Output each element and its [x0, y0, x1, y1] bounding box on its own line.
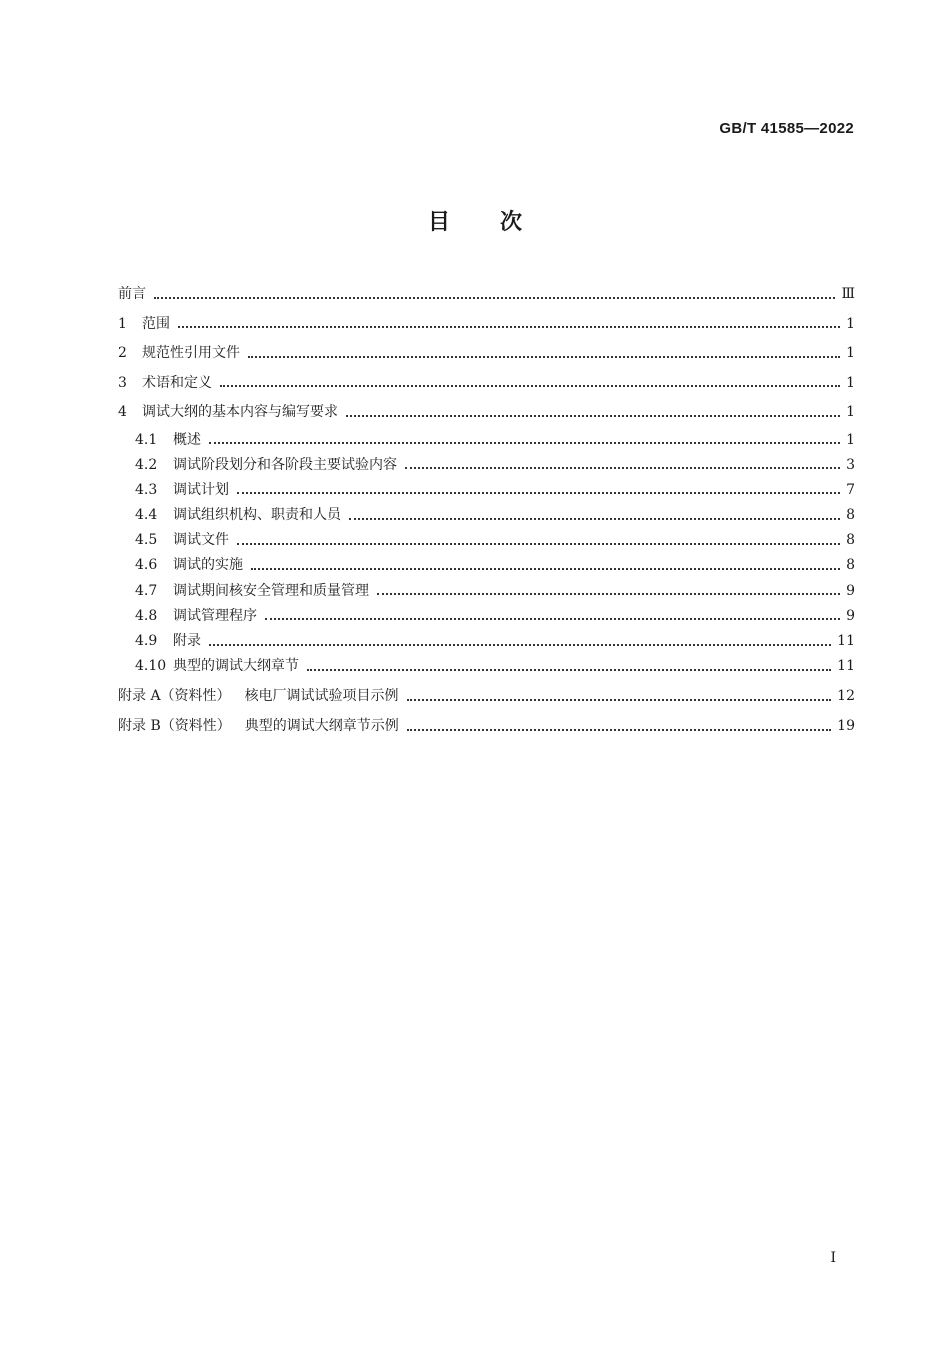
toc-label: 附录 [173, 633, 201, 649]
toc-entry-4-8[interactable] [118, 604, 855, 629]
toc-entry-4[interactable] [118, 398, 855, 428]
toc-entry-1[interactable] [118, 310, 855, 340]
toc-page-number: 1 [846, 345, 855, 361]
toc-label: 调试组织机构、职责和人员 [173, 507, 341, 524]
toc-entry-4-9[interactable] [118, 629, 855, 654]
toc-label: 术语和定义 [142, 374, 212, 391]
toc-leader [209, 635, 831, 649]
toc-label: 调试计划 [173, 481, 229, 498]
toc-leader [307, 660, 831, 674]
toc-section-number: 4.9 [135, 633, 158, 649]
toc-page-number: 11 [837, 658, 855, 675]
toc-entry-4-4[interactable] [118, 503, 855, 528]
toc-section-number: 1 [118, 315, 127, 332]
toc-leader [407, 690, 832, 704]
toc-section-number: 4.6 [135, 557, 158, 574]
toc-appendix-label: 附录 B（资料性） [118, 717, 231, 734]
toc-leader [154, 288, 835, 302]
toc-label: 调试期间核安全管理和质量管理 [173, 582, 369, 599]
toc-section-number: 4.7 [135, 582, 158, 599]
toc-entry-4-7[interactable] [118, 579, 855, 604]
toc-label: 调试阶段划分和各阶段主要试验内容 [173, 456, 397, 473]
toc-label: 调试的实施 [173, 557, 243, 574]
toc-entry-3[interactable] [118, 369, 855, 399]
toc-leader [178, 317, 840, 331]
toc-label: 范围 [142, 315, 170, 332]
toc-page-number: 9 [846, 607, 855, 624]
toc-entry-4-5[interactable] [118, 528, 855, 553]
toc-entry-4-3[interactable] [118, 478, 855, 503]
toc-leader [220, 376, 840, 390]
toc-section-number: 4 [118, 404, 127, 420]
toc-page-number: 12 [837, 688, 855, 705]
toc-appendix-title: 典型的调试大纲章节示例 [244, 717, 399, 734]
toc-leader [248, 347, 840, 361]
toc-section-number: 4.8 [135, 607, 158, 624]
toc-section-number: 4.2 [135, 456, 158, 473]
toc-leader [377, 584, 840, 598]
toc-leader [349, 509, 840, 523]
toc-section-number: 3 [118, 374, 127, 391]
toc-entry-foreword[interactable] [118, 280, 855, 310]
toc-page-number: 3 [846, 456, 855, 473]
toc-leader [209, 433, 840, 447]
toc-leader [407, 720, 831, 734]
toc-entry-appendix-b[interactable] [118, 712, 855, 742]
toc-page-number: 1 [846, 315, 855, 332]
toc-section-number: 4.10 [135, 658, 167, 675]
toc-page-number: 19 [837, 717, 855, 734]
toc-page-number: 11 [837, 633, 855, 649]
toc-leader [237, 483, 840, 497]
toc-page-number: 1 [846, 404, 855, 420]
toc-label: 调试大纲的基本内容与编写要求 [142, 404, 338, 420]
toc-section-number: 4.5 [135, 532, 158, 549]
toc-label: 典型的调试大纲章节 [173, 658, 299, 675]
toc-section-number: 2 [118, 345, 127, 361]
toc-label: 概述 [173, 431, 201, 448]
toc-page-number: 8 [846, 507, 855, 524]
toc-section-number: 4.3 [135, 481, 158, 498]
toc-page-number: 8 [846, 532, 855, 549]
toc-label: 调试管理程序 [173, 607, 257, 624]
toc-title [0, 205, 950, 236]
toc-list [118, 280, 855, 741]
toc-entry-4-6[interactable] [118, 553, 855, 578]
toc-leader [346, 406, 840, 420]
toc-leader [251, 559, 840, 573]
toc-page-number: 8 [846, 557, 855, 574]
toc-label: 调试文件 [173, 532, 229, 549]
toc-entry-4-2[interactable] [118, 453, 855, 478]
toc-label: 规范性引用文件 [142, 345, 240, 361]
toc-entry-2[interactable] [118, 339, 855, 369]
toc-entry-4-10[interactable] [118, 654, 855, 679]
toc-title-char-1: 目 [427, 209, 450, 235]
toc-page-number: 7 [846, 481, 855, 498]
toc-section-number: 4.4 [135, 507, 158, 524]
toc-page-number: 1 [846, 431, 855, 448]
toc-page-number: 9 [846, 582, 855, 599]
toc-entry-4-1[interactable] [118, 428, 855, 453]
toc-page-number: 1 [846, 374, 855, 391]
footer-page-number: I [830, 1250, 836, 1266]
toc-label: 前言 [118, 286, 146, 302]
toc-title-char-2: 次 [500, 209, 523, 235]
toc-leader [265, 609, 840, 623]
toc-leader [237, 534, 840, 548]
toc-section-number: 4.1 [135, 431, 158, 448]
toc-leader [405, 458, 840, 472]
toc-appendix-label: 附录 A（资料性） [118, 688, 231, 705]
toc-page-number: Ⅲ [841, 286, 855, 302]
toc-appendix-title: 核电厂调试试验项目示例 [244, 688, 399, 705]
toc-entry-appendix-a[interactable] [118, 682, 855, 712]
standard-number: GB/T 41585—2022 [719, 120, 854, 137]
